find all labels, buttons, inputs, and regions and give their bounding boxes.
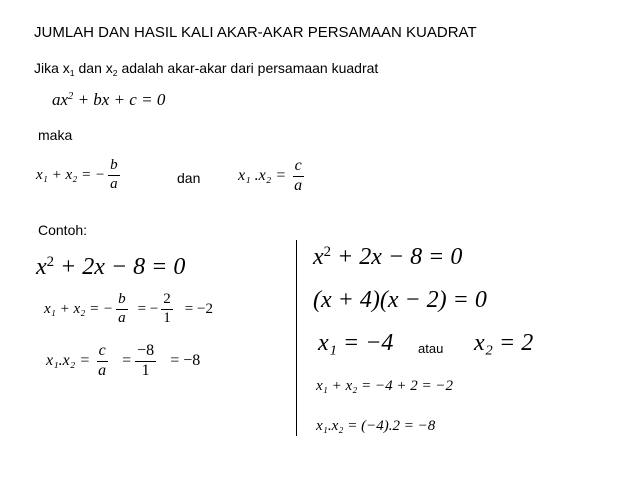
general-equation-exp: 2 xyxy=(68,91,74,103)
example-equation-rest: + 2x − 8 = 0 xyxy=(54,254,186,281)
solution-root-2: x₂ = 2 xyxy=(474,330,534,356)
formula-sum-numerator: b xyxy=(108,158,120,176)
example-product xyxy=(46,343,200,380)
maka-label: maka xyxy=(38,127,73,143)
example-sum-num-2: 2 xyxy=(161,292,173,310)
formula-product-numerator: c xyxy=(293,158,304,177)
formula-sum xyxy=(36,158,120,193)
atau-label: atau xyxy=(418,341,444,356)
solution-product-check: x₁.x₂ = (−4).2 = −8 xyxy=(316,418,436,434)
solution-sum-check: x₁ + x₂ = −4 + 2 = −2 xyxy=(316,378,453,394)
solution-root-1: x₁ = −4 xyxy=(318,330,394,356)
formula-product xyxy=(238,158,304,195)
example-product-num-2: −8 xyxy=(135,343,156,362)
general-equation xyxy=(52,90,165,110)
intro-sub-1: 1 xyxy=(69,68,75,79)
example-product-mid: = xyxy=(122,352,132,370)
formula-product-fraction xyxy=(292,158,304,195)
example-sum-fraction-1 xyxy=(116,292,128,327)
intro-part-a: Jika x xyxy=(34,60,70,76)
example-product-result: = −8 xyxy=(170,352,201,370)
solution-equation-x: x xyxy=(313,244,324,271)
solution-equation-exp: 2 xyxy=(323,244,332,260)
example-product-num-1: c xyxy=(97,343,108,362)
formula-sum-lhs: x₁ + x₂ = − xyxy=(36,166,106,183)
example-product-fraction-1 xyxy=(96,343,108,380)
intro-sub-2: 2 xyxy=(112,68,118,79)
formula-sum-fraction xyxy=(108,158,120,193)
example-sum-den-1: a xyxy=(118,309,126,326)
intro-text xyxy=(34,60,378,78)
formula-product-denominator: a xyxy=(294,176,303,194)
general-equation-rest: + bx + c = 0 xyxy=(73,90,166,109)
example-sum-result: = −2 xyxy=(184,300,213,317)
example-sum-lhs: x₁ + x₂ = − xyxy=(44,300,114,317)
example-sum-num-1: b xyxy=(116,292,128,310)
solution-equation-rest: + 2x − 8 = 0 xyxy=(331,244,463,271)
column-divider xyxy=(296,240,297,436)
example-equation-exp: 2 xyxy=(46,254,55,270)
general-equation-a: ax xyxy=(52,90,69,109)
example-sum-mid: = − xyxy=(137,300,159,317)
example-sum-den-2: 1 xyxy=(163,309,171,326)
page-title: JUMLAH DAN HASIL KALI AKAR-AKAR PERSAMAAN KUADRAT xyxy=(34,24,477,41)
intro-part-b: dan x xyxy=(74,60,113,76)
example-product-den-1: a xyxy=(98,361,107,379)
dan-label: dan xyxy=(177,170,201,186)
intro-part-c: adalah akar-akar dari persamaan kuadrat xyxy=(117,60,379,76)
contoh-label: Contoh: xyxy=(38,222,88,238)
example-sum-fraction-2 xyxy=(161,292,173,327)
example-equation-x: x xyxy=(36,254,47,281)
example-product-fraction-2 xyxy=(135,343,156,380)
formula-sum-denominator: a xyxy=(110,175,118,192)
example-equation xyxy=(36,254,185,281)
solution-equation xyxy=(313,244,462,271)
example-product-den-2: 1 xyxy=(141,361,150,379)
formula-product-lhs: x₁ .x₂ = xyxy=(238,167,287,185)
example-product-lhs: x₁.x₂ = xyxy=(46,352,91,370)
solution-factored: (x + 4)(x − 2) = 0 xyxy=(313,287,487,313)
example-sum xyxy=(44,292,213,327)
